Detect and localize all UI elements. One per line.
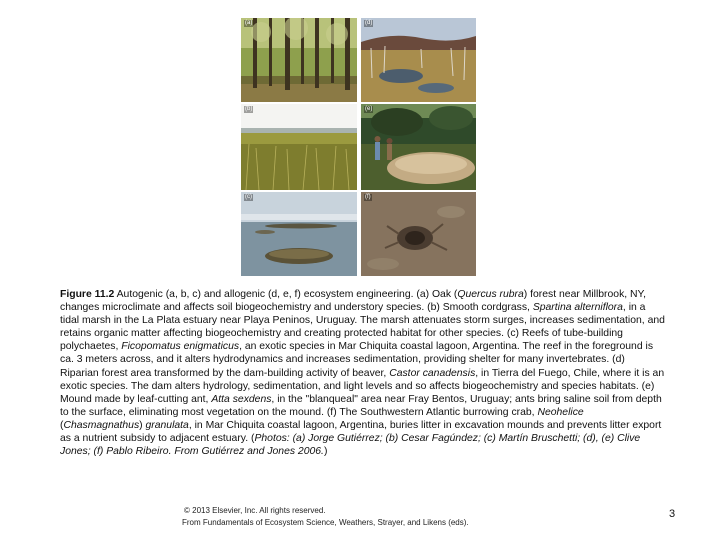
caption-text: (: [60, 419, 64, 431]
footer: [182, 505, 562, 529]
caption-text: , in a tidal marsh in the La Plata estuary near Playa Peninos, Uruguay. The marsh attenuates storm surges, increases sedimentation, and retains organic matter affecting biogeochemistry and creating protected habitat for other species. (c) Reefs of tube-building polychaetes,: [60, 302, 665, 353]
caption-text: , in Tierra del Fuego, Chile, where it is an exotic species. The dam alters hydrology, sedimentation, and light levels and so affects biogeochemistry and species habitats. (e) Mound made by leaf-cutting ant,: [60, 367, 665, 405]
panel-label-a: (a): [245, 20, 253, 26]
caption-species: Ficopomatus enigmaticus: [121, 341, 240, 353]
caption-species: Atta sexdens: [211, 393, 272, 405]
photo-polychaete-reef: [241, 192, 357, 276]
page-number: 3: [669, 508, 676, 520]
caption-text: ): [139, 419, 146, 431]
photo-ant-mound: [361, 104, 476, 190]
caption-text: Autogenic (a, b, c) and allogenic (d, e, f) ecosystem engineering. (a) Oak (: [114, 289, 458, 300]
caption-species: Quercus rubra: [457, 289, 524, 300]
panel-label-e: (e): [365, 106, 373, 112]
photo-oak-forest: [241, 18, 357, 102]
caption-text: , in the "blanqueal" area near Fray Bentos, Uruguay; ants bring saline soil from depth to the surface, eliminating most vegetation on the mound. (f) The Southwestern Atlantic burrowing crab,: [60, 393, 662, 418]
panel-label-f: (f): [365, 194, 371, 200]
panel-label-b: (b): [245, 106, 253, 112]
panel-label-d: (d): [365, 20, 373, 26]
photo-cordgrass-marsh: [241, 104, 357, 190]
figure-caption: [60, 288, 666, 458]
caption-species: Castor canadensis: [389, 367, 476, 379]
photo-beaver-dam: [361, 18, 476, 102]
figure-label: Figure 11.2: [60, 289, 115, 300]
photo-credits: Photos: (a) Jorge Gutiérrez; (b) Cesar Fagúndez; (c) Martín Bruschetti; (d), (e) Clive Jones; (f) Pablo Ribeiro. From Gutiérrez and Jones 2006.: [60, 433, 641, 458]
caption-species: Neohelice: [537, 406, 584, 418]
caption-text: ): [323, 446, 328, 458]
caption-text: , an exotic species in Mar Chiquita coastal lagoon, Argentina. The reef in the foreground is ca. 3 meters across, and it alters hydrodynamics and increases sedimentation, providing shelter for many invertebrates. (d) Riparian forest area transformed by the dam-building activity of beaver,: [60, 341, 654, 379]
caption-text: , in Mar Chiquita coastal lagoon, Argentina, buries litter in excavation mounds and prevents litter export as a nutrient subsidy to adjacent estuary. (: [60, 419, 662, 445]
copyright-line: © 2013 Elsevier, Inc. All rights reserved.: [184, 506, 326, 515]
caption-species: Spartina alterniflora: [532, 302, 623, 314]
panel-label-c: (c): [245, 194, 252, 200]
caption-species: granulata: [145, 419, 189, 431]
source-line: From Fundamentals of Ecosystem Science, Weathers, Strayer, and Likens (eds).: [182, 518, 469, 527]
caption-species: Chasmagnathus: [63, 419, 140, 431]
caption-text: ) forest near Millbrook, NY, changes microclimate and affects soil biogeochemistry and understory species. (b) Smooth cordgrass,: [60, 289, 647, 314]
photo-burrowing-crab: [361, 192, 476, 276]
